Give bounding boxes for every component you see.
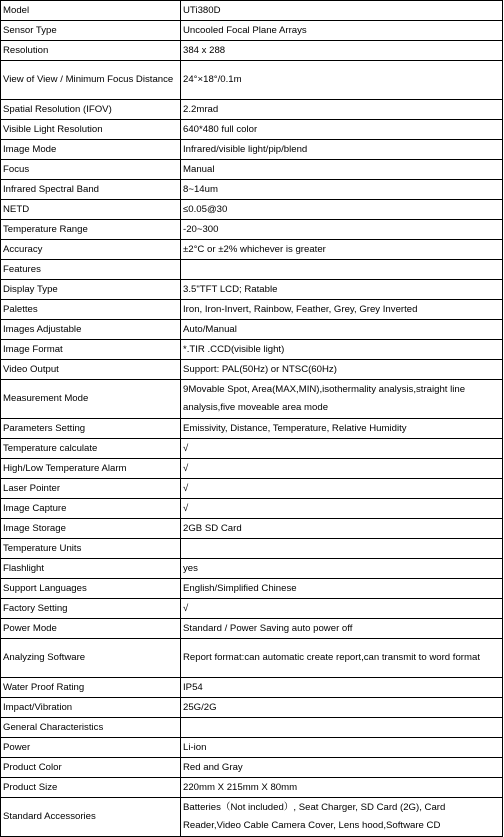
spec-label: Infrared Spectral Band bbox=[1, 179, 181, 199]
spec-row bbox=[1, 299, 503, 319]
spec-row bbox=[1, 618, 503, 638]
spec-value: IP54 bbox=[181, 677, 503, 697]
spec-label: View of View / Minimum Focus Distance bbox=[1, 61, 181, 100]
spec-label: Image Storage bbox=[1, 518, 181, 538]
spec-row bbox=[1, 598, 503, 618]
spec-value: Report format:can automatic create report,can transmit to word format bbox=[181, 638, 503, 677]
spec-row bbox=[1, 61, 503, 100]
spec-row bbox=[1, 99, 503, 119]
spec-value: Standard / Power Saving auto power off bbox=[181, 618, 503, 638]
spec-value: 2.2mrad bbox=[181, 99, 503, 119]
spec-label: Factory Setting bbox=[1, 598, 181, 618]
spec-value: Auto/Manual bbox=[181, 319, 503, 339]
spec-row bbox=[1, 638, 503, 677]
spec-row bbox=[1, 41, 503, 61]
spec-label: Image Capture bbox=[1, 498, 181, 518]
spec-label: Product Color bbox=[1, 757, 181, 777]
spec-value: Emissivity, Distance, Temperature, Relative Humidity bbox=[181, 418, 503, 438]
spec-value: 9Movable Spot, Area(MAX,MIN),isothermality analysis,straight line analysis,five moveable area mode bbox=[181, 379, 503, 418]
spec-label: Impact/Vibration bbox=[1, 697, 181, 717]
spec-label: Product Size bbox=[1, 777, 181, 797]
spec-label: Visible Light Resolution bbox=[1, 119, 181, 139]
spec-value: √ bbox=[181, 598, 503, 618]
spec-label: Power Mode bbox=[1, 618, 181, 638]
spec-label: Resolution bbox=[1, 41, 181, 61]
spec-value: Manual bbox=[181, 159, 503, 179]
spec-row bbox=[1, 438, 503, 458]
spec-row bbox=[1, 139, 503, 159]
spec-value: Iron, Iron-Invert, Rainbow, Feather, Grey, Grey Inverted bbox=[181, 299, 503, 319]
spec-row bbox=[1, 219, 503, 239]
spec-row bbox=[1, 498, 503, 518]
spec-row bbox=[1, 259, 503, 279]
spec-label: Image Mode bbox=[1, 139, 181, 159]
spec-row bbox=[1, 717, 503, 737]
spec-value bbox=[181, 259, 503, 279]
spec-row bbox=[1, 179, 503, 199]
spec-row bbox=[1, 677, 503, 697]
spec-label: Spatial Resolution (IFOV) bbox=[1, 99, 181, 119]
spec-label: Features bbox=[1, 259, 181, 279]
spec-row bbox=[1, 757, 503, 777]
spec-row bbox=[1, 558, 503, 578]
spec-row bbox=[1, 538, 503, 558]
spec-value: 640*480 full color bbox=[181, 119, 503, 139]
spec-value: yes bbox=[181, 558, 503, 578]
spec-label: Measurement Mode bbox=[1, 379, 181, 418]
spec-value: 384 x 288 bbox=[181, 41, 503, 61]
spec-value: Uncooled Focal Plane Arrays bbox=[181, 21, 503, 41]
spec-label: Water Proof Rating bbox=[1, 677, 181, 697]
spec-row bbox=[1, 1, 503, 21]
spec-row bbox=[1, 159, 503, 179]
spec-label: Flashlight bbox=[1, 558, 181, 578]
spec-row bbox=[1, 319, 503, 339]
spec-label: Focus bbox=[1, 159, 181, 179]
spec-label: Temperature Range bbox=[1, 219, 181, 239]
spec-row bbox=[1, 339, 503, 359]
spec-row bbox=[1, 119, 503, 139]
spec-label: Parameters Setting bbox=[1, 418, 181, 438]
spec-label: Video Output bbox=[1, 359, 181, 379]
spec-row bbox=[1, 518, 503, 538]
spec-value: Batteries（Not included）, Seat Charger, SD Card (2G), Card Reader,Video Cable Camera Cover, Lens hood,Software CD bbox=[181, 797, 503, 836]
spec-label: NETD bbox=[1, 199, 181, 219]
spec-value: 3.5"TFT LCD; Ratable bbox=[181, 279, 503, 299]
spec-row bbox=[1, 239, 503, 259]
spec-row bbox=[1, 458, 503, 478]
spec-label: Laser Pointer bbox=[1, 478, 181, 498]
spec-value: Li-ion bbox=[181, 737, 503, 757]
spec-label: Temperature calculate bbox=[1, 438, 181, 458]
spec-value: 24°×18°/0.1m bbox=[181, 61, 503, 100]
spec-row bbox=[1, 21, 503, 41]
spec-label: Palettes bbox=[1, 299, 181, 319]
spec-value: √ bbox=[181, 438, 503, 458]
spec-label: Image Format bbox=[1, 339, 181, 359]
spec-label: Power bbox=[1, 737, 181, 757]
spec-value: 220mm X 215mm X 80mm bbox=[181, 777, 503, 797]
spec-value: 8~14um bbox=[181, 179, 503, 199]
spec-row bbox=[1, 418, 503, 438]
spec-value: √ bbox=[181, 458, 503, 478]
spec-value: 2GB SD Card bbox=[181, 518, 503, 538]
spec-label: Accuracy bbox=[1, 239, 181, 259]
spec-value: English/Simplified Chinese bbox=[181, 578, 503, 598]
spec-label: Analyzing Software bbox=[1, 638, 181, 677]
spec-row bbox=[1, 737, 503, 757]
spec-label: Images Adjustable bbox=[1, 319, 181, 339]
spec-row bbox=[1, 478, 503, 498]
spec-value: Red and Gray bbox=[181, 757, 503, 777]
spec-label: Sensor Type bbox=[1, 21, 181, 41]
spec-value: ±2°C or ±2% whichever is greater bbox=[181, 239, 503, 259]
spec-value bbox=[181, 717, 503, 737]
spec-value: √ bbox=[181, 498, 503, 518]
spec-label: Model bbox=[1, 1, 181, 21]
spec-value: ≤0.05@30 bbox=[181, 199, 503, 219]
spec-row bbox=[1, 379, 503, 418]
spec-label: High/Low Temperature Alarm bbox=[1, 458, 181, 478]
spec-row bbox=[1, 359, 503, 379]
spec-row bbox=[1, 578, 503, 598]
spec-row bbox=[1, 279, 503, 299]
spec-value: √ bbox=[181, 478, 503, 498]
spec-value: 25G/2G bbox=[181, 697, 503, 717]
spec-value: UTi380D bbox=[181, 1, 503, 21]
spec-label: Support Languages bbox=[1, 578, 181, 598]
spec-value: Infrared/visible light/pip/blend bbox=[181, 139, 503, 159]
spec-label: Display Type bbox=[1, 279, 181, 299]
spec-row bbox=[1, 777, 503, 797]
spec-value: -20~300 bbox=[181, 219, 503, 239]
spec-label: Standard Accessories bbox=[1, 797, 181, 836]
spec-value bbox=[181, 538, 503, 558]
spec-value: *.TIR .CCD(visible light) bbox=[181, 339, 503, 359]
spec-row bbox=[1, 199, 503, 219]
spec-label: General Characteristics bbox=[1, 717, 181, 737]
spec-label: Temperature Units bbox=[1, 538, 181, 558]
spec-row bbox=[1, 697, 503, 717]
spec-table-body bbox=[1, 1, 503, 837]
spec-row bbox=[1, 797, 503, 836]
spec-value: Support: PAL(50Hz) or NTSC(60Hz) bbox=[181, 359, 503, 379]
